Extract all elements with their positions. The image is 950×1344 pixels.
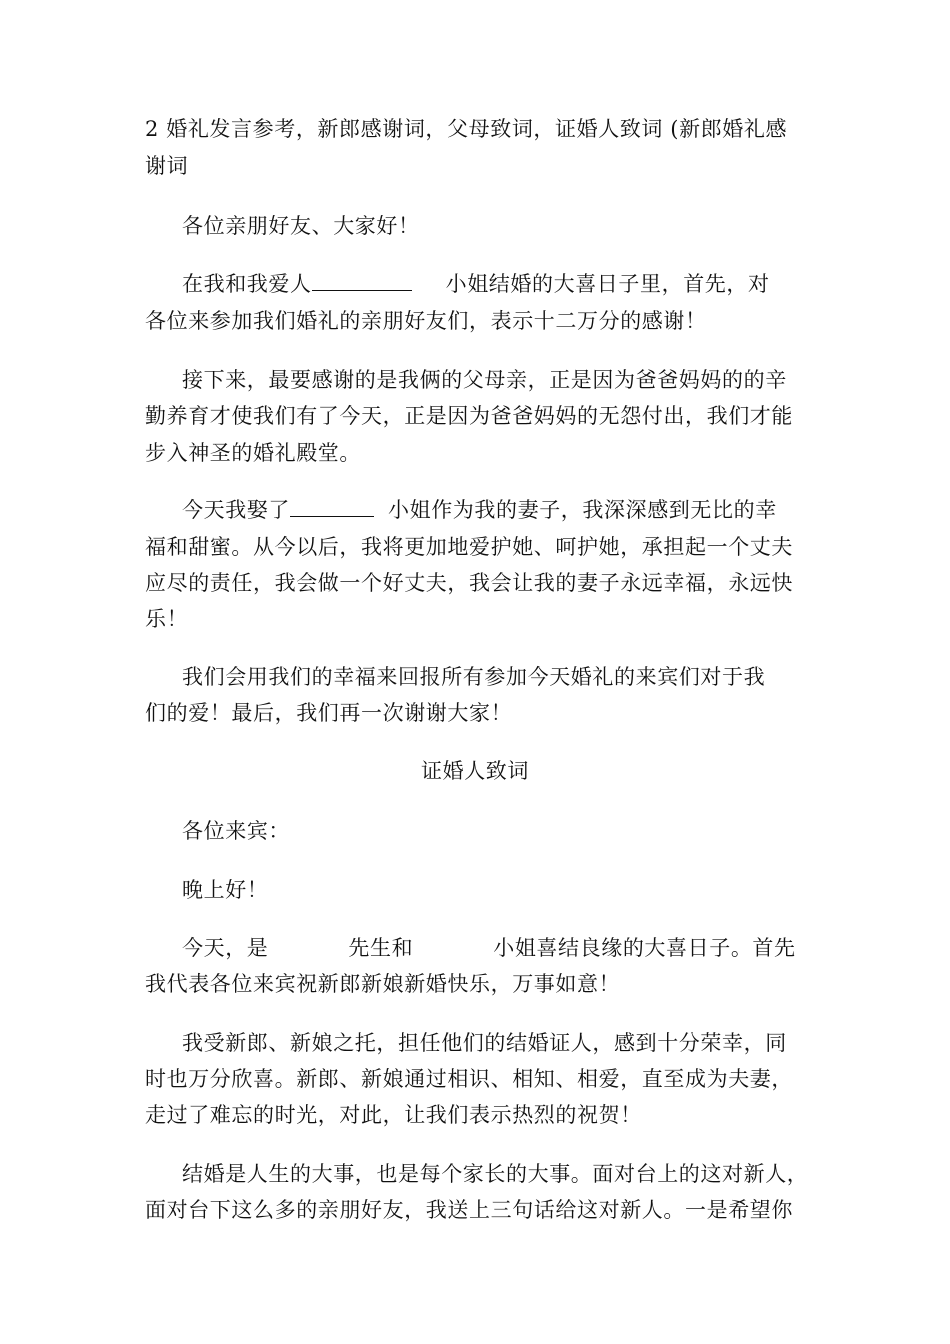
groom-paragraph-2-cont: 步入神圣的婚礼殿堂。 <box>145 441 361 465</box>
groom-paragraph-1-cont: 各位来参加我们婚礼的亲朋好友们，表示十二万分的感谢！ <box>145 309 707 333</box>
groom-paragraph-4: 我们会用我们的幸福来回报所有参加今天婚礼的来宾们对于我 <box>182 665 766 689</box>
document-heading-cont: 谢词 <box>145 154 189 178</box>
witness-paragraph-1 <box>182 932 796 962</box>
groom-paragraph-3-cont: 乐！ <box>145 607 189 631</box>
groom-paragraph-3 <box>182 494 777 524</box>
witness-paragraph-1-cont: 我代表各位来宾祝新郎新娘新婚快乐，万事如意！ <box>145 972 621 996</box>
groom-paragraph-2: 接下来，最要感谢的是我俩的父母亲，正是因为爸爸妈妈的的辛 <box>182 368 787 392</box>
text-segment: 今天我娶了 <box>182 498 290 522</box>
groom-paragraph-3-cont: 应尽的责任，我会做一个好丈夫，我会让我的妻子永远幸福，永远快 <box>145 571 793 595</box>
text-segment: 先生和 <box>348 936 414 960</box>
witness-paragraph-3: 结婚是人生的大事，也是每个家长的大事。面对台上的这对新人， <box>182 1162 809 1186</box>
witness-greeting: 晚上好！ <box>182 878 269 902</box>
witness-paragraph-2-cont: 时也万分欣喜。新郎、新娘通过相识、相知、相爱，直至成为夫妻， <box>145 1067 793 1091</box>
witness-paragraph-2-cont: 走过了难忘的时光，对此，让我们表示热烈的祝贺！ <box>145 1103 642 1127</box>
text-segment: 小姐喜结良缘的大喜日子。首先 <box>493 936 796 960</box>
witness-paragraph-2: 我受新郎、新娘之托，担任他们的结婚证人，感到十分荣幸，同 <box>182 1031 787 1055</box>
groom-paragraph-1 <box>182 268 770 298</box>
document-heading: 2 婚礼发言参考，新郎感谢词，父母致词，证婚人致词 (新郎婚礼感 <box>145 117 788 141</box>
name-blank-field <box>290 498 374 517</box>
groom-paragraph-3-cont: 福和甜蜜。从今以后，我将更加地爱护她、呵护她，承担起一个丈夫 <box>145 535 793 559</box>
groom-greeting: 各位亲朋好友、大家好！ <box>182 214 420 238</box>
name-blank-field <box>312 272 412 291</box>
text-segment: 在我和我爱人 <box>182 272 312 296</box>
groom-paragraph-4-cont: 们的爱！最后，我们再一次谢谢大家！ <box>145 701 513 725</box>
groom-paragraph-2-cont: 勤养育才使我们有了今天，正是因为爸爸妈妈的无怨付出，我们才能 <box>145 404 793 428</box>
text-segment: 小姐结婚的大喜日子里，首先，对 <box>445 272 770 296</box>
witness-paragraph-3-cont: 面对台下这么多的亲朋好友，我送上三句话给这对新人。一是希望你 <box>145 1198 793 1222</box>
text-segment: 今天，是 <box>182 936 269 960</box>
witness-speech-title: 证婚人致词 <box>421 759 529 783</box>
witness-salutation: 各位来宾： <box>182 819 290 843</box>
text-segment: 小姐作为我的妻子，我深深感到无比的幸 <box>388 498 777 522</box>
